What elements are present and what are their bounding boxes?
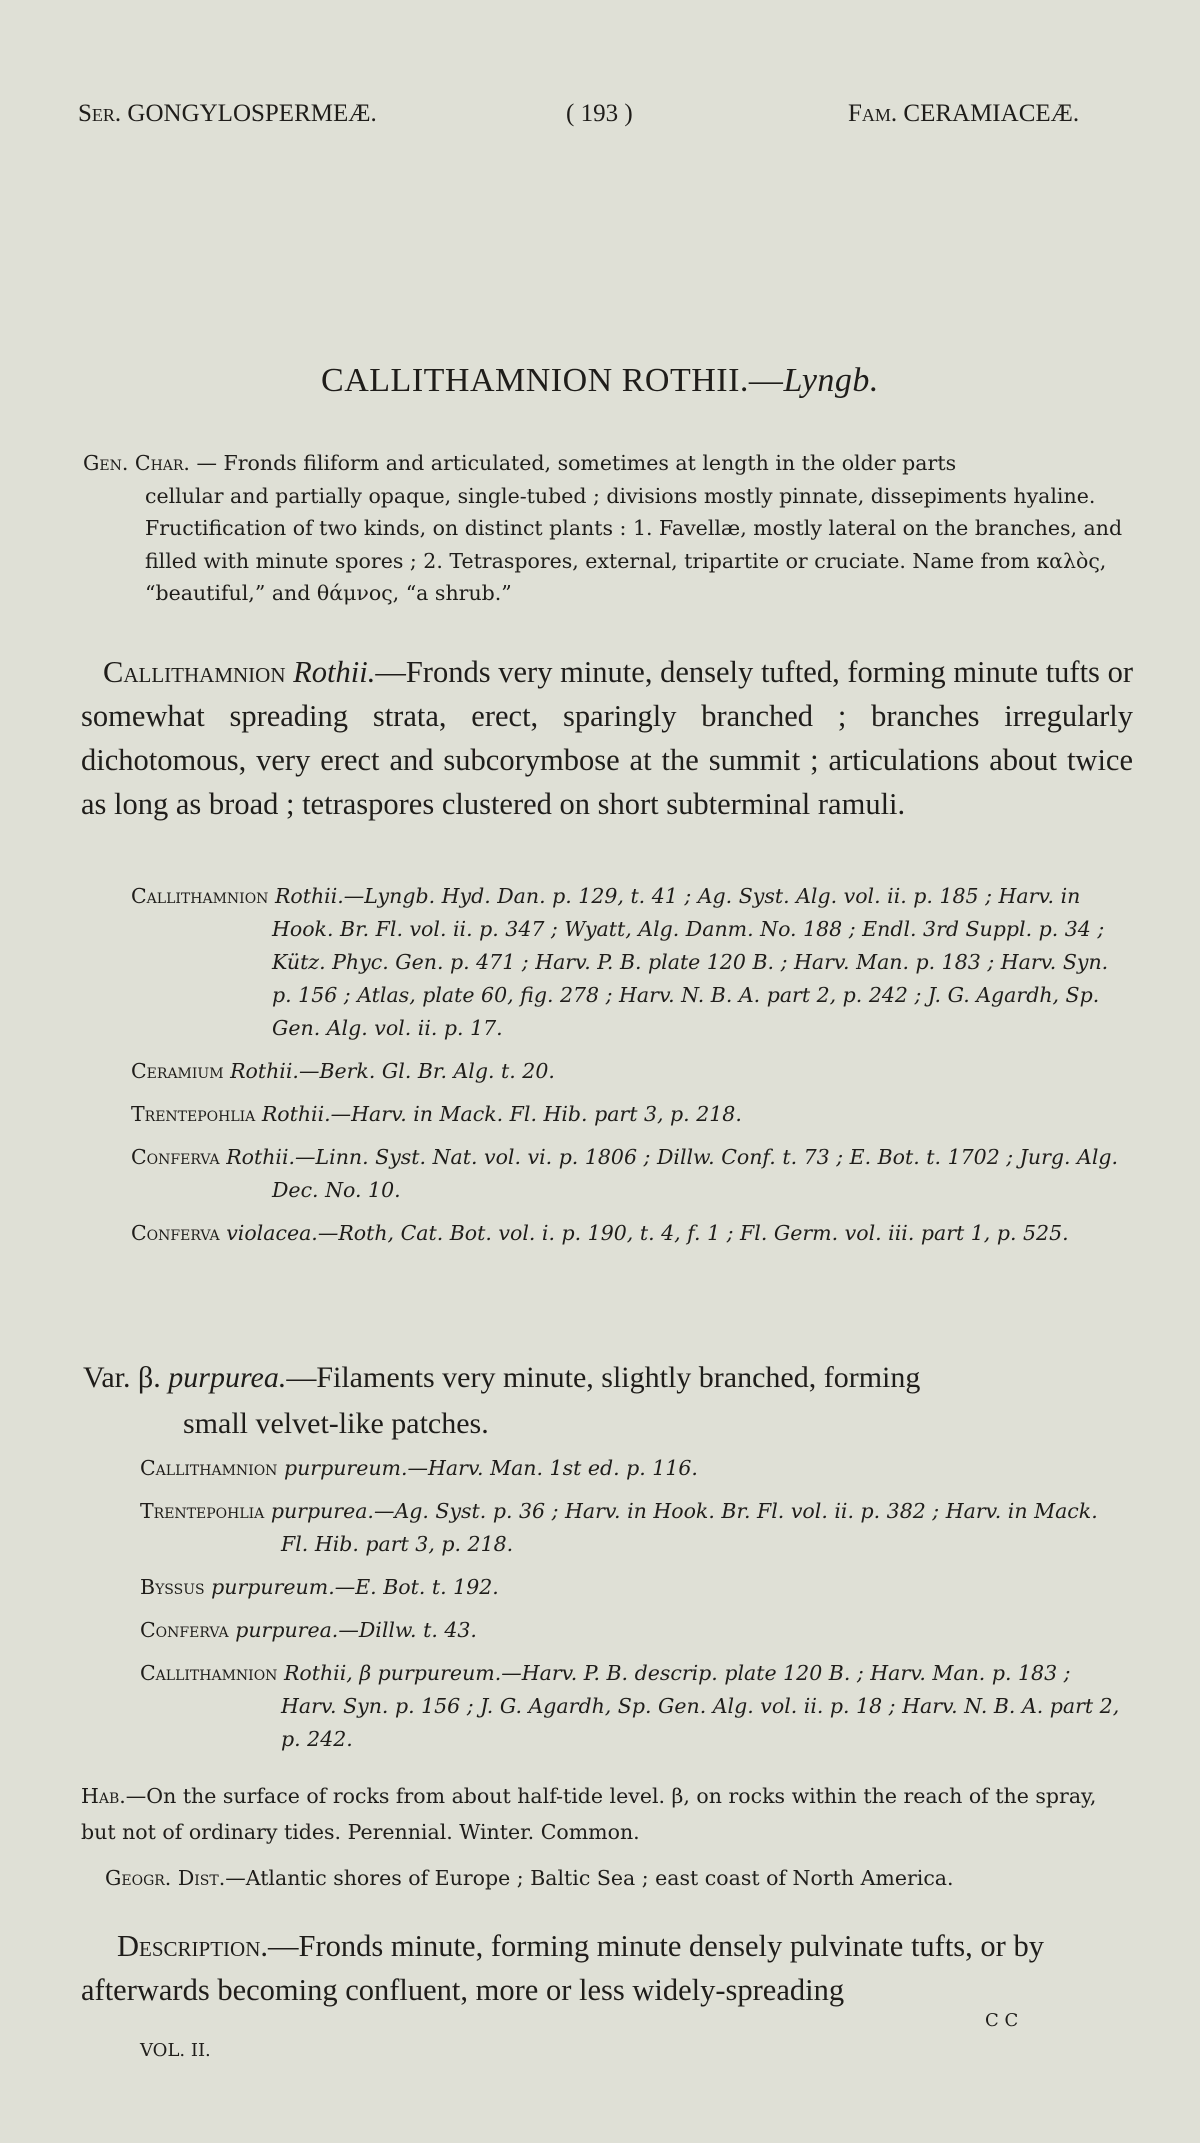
synonym-entry: Conferva Rothii.—Linn. Syst. Nat. vol. vi. p. 1806 ; Dillw. Conf. t. 73 ; E. Bot. t. 1702 ; Jurg. Alg. Dec. No. 10. — [131, 1145, 1119, 1202]
running-header-right: Fam. CERAMIACEÆ. — [848, 100, 1080, 127]
species-diagnosis — [81, 650, 1133, 826]
variety-label: Var. β. — [83, 1361, 161, 1394]
genus-character-label: Gen. Char. — [83, 451, 190, 475]
variety-name: purpurea. — [168, 1361, 287, 1394]
description-text: —Fronds minute, forming minute densely pulvinate tufts, or by afterwards becoming confluent, more or less widely-spreading — [81, 1929, 1044, 2007]
synonym-entry: Trentepohlia purpurea.—Ag. Syst. p. 36 ; Harv. in Hook. Br. Fl. vol. ii. p. 382 ; Harv. in Mack. Fl. Hib. part 3, p. 218. — [140, 1499, 1098, 1556]
synonym-entry: Callithamnion Rothii.—Lyngb. Hyd. Dan. p. 129, t. 41 ; Ag. Syst. Alg. vol. ii. p. 185 ; Harv. in Hook. Br. Fl. vol. ii. p. 347 ; Wyatt, Alg. Danm. No. 188 ; Endl. 3rd Suppl. p. 34 ; Kütz. Phyc. Gen. p. 471 ; Harv. P. B. plate 120 B. ; Harv. Man. p. 183 ; Harv. Syn. p. 156 ; Atlas, plate 60, fig. 278 ; Harv. N. B. A. part 2, p. 242 ; J. G. Agardh, Sp. Gen. Alg. vol. ii. p. 17. — [131, 884, 1109, 1040]
synonym-entry: Callithamnion Rothii, β purpureum.—Harv. P. B. descrip. plate 120 B. ; Harv. Man. p. 183 ; Harv. Syn. p. 156 ; J. G. Agardh, Sp. Gen. Alg. vol. ii. p. 18 ; Harv. N. B. A. part 2, p. 242. — [140, 1661, 1120, 1751]
variety-diagnosis — [83, 1355, 1133, 1447]
species-title — [0, 362, 1200, 400]
variety-text-2: small velvet-like patches. — [183, 1407, 489, 1440]
habitat: Hab.—On the surface of rocks from about half-tide level. β, on rocks within the reach of the spray, but not of ordinary tides. Perennial. Winter. Common. — [81, 1784, 1097, 1844]
synonym-list — [131, 880, 1133, 1260]
volume-marker: VOL. II. — [140, 2040, 211, 2061]
species-epithet: Rothii. — [293, 655, 376, 689]
synonym-entry: Byssus purpureum.—E. Bot. t. 192. — [140, 1575, 499, 1599]
genus-character-text-1: Fronds filiform and articulated, sometimes at length in the older parts — [223, 451, 957, 475]
habitat-section — [81, 1778, 1133, 1896]
synonym-entry: Trentepohlia Rothii.—Harv. in Mack. Fl. Hib. part 3, p. 218. — [131, 1102, 742, 1126]
running-header-left: Ser. GONGYLOSPERMEÆ. — [78, 100, 377, 127]
species-diagnosis-text: —Fronds very minute, densely tufted, forming minute tufts or somewhat spreading strata, erect, sparingly branched ; branches irregularly dichotomous, very erect and subcorymbose at the summit ; articulations about twice as long as broad ; tetraspores clustered on short subterminal ramuli. — [81, 655, 1133, 821]
genus-character: Gen. Char. — Fronds filiform and articulated, sometimes at length in the older parts cellular and partially opaque, single-tubed ; divisions mostly pinnate, dissepiments hyaline. Fructification of two kinds, on distinct plants : 1. Favellæ, mostly lateral on the branches, and filled with minute spores ; 2. Tetraspores, external, tripartite or cruciate. Name from καλὸς, “beautiful,” and θάμνος, “a shrub.” — [83, 447, 1133, 610]
synonym-entry: Conferva violacea.—Roth, Cat. Bot. vol. i. p. 190, t. 4, f. 1 ; Fl. Germ. vol. iii. part 1, p. 525. — [131, 1221, 1069, 1245]
variety-text-1: —Filaments very minute, slightly branched, forming — [286, 1361, 921, 1394]
geographic-distribution: Geogr. Dist.—Atlantic shores of Europe ; Baltic Sea ; east coast of North America. — [105, 1866, 954, 1890]
synonym-entry: Ceramium Rothii.—Berk. Gl. Br. Alg. t. 20. — [131, 1059, 555, 1083]
signature-mark: C C — [985, 2010, 1019, 2031]
genus-character-text-2: cellular and partially opaque, single-tubed ; divisions mostly pinnate, dissepiments hyaline. Fructification of two kinds, on distinct plants : 1. Favellæ, mostly lateral on the branches, and filled with minute spores ; 2. Tetraspores, external, tripartite or cruciate. Name from καλὸς, “beautiful,” and θάμνος, “a shrub.” — [145, 483, 1123, 605]
synonym-entry: Callithamnion purpureum.—Harv. Man. 1st ed. p. 116. — [140, 1456, 698, 1480]
species-genus: Callithamnion — [103, 655, 286, 689]
species-title-author: Lyngb. — [783, 362, 879, 399]
description-paragraph — [81, 1924, 1133, 2012]
species-title-name: CALLITHAMNION ROTHII.— — [321, 362, 784, 399]
description-label: Description. — [117, 1929, 268, 1963]
variety-synonym-list — [140, 1452, 1130, 1766]
page-number: ( 193 ) — [566, 100, 633, 127]
synonym-entry: Conferva purpurea.—Dillw. t. 43. — [140, 1618, 477, 1642]
